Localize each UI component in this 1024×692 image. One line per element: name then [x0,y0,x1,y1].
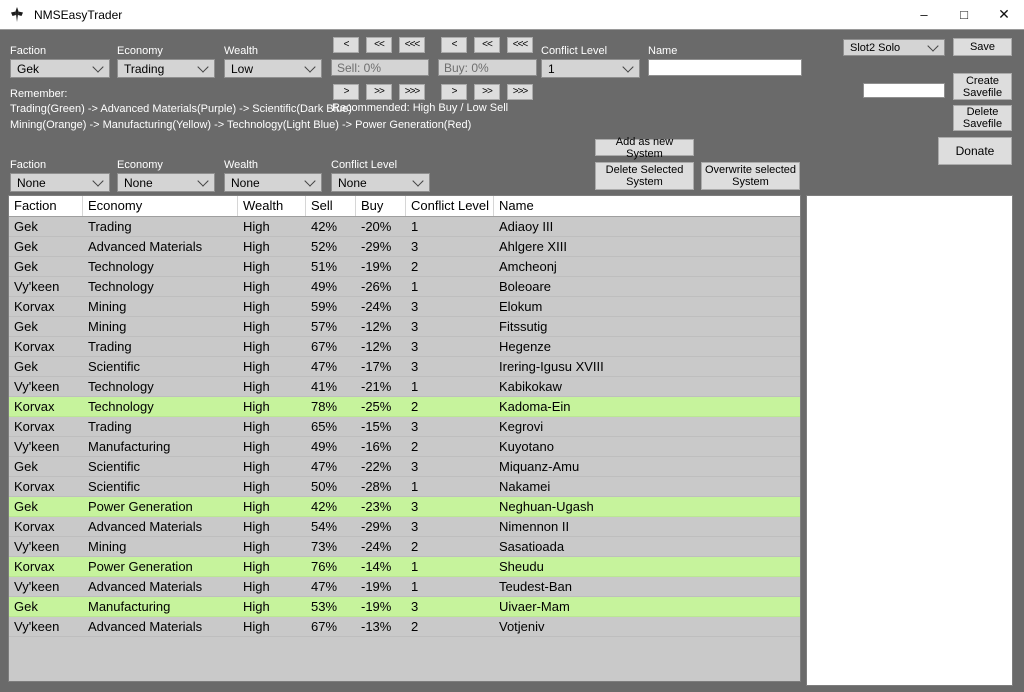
table-row[interactable] [9,497,800,517]
cell-conflict: 1 [411,379,419,394]
cell-buy: -25% [361,399,392,414]
filter2-wealth-value: None [231,175,260,190]
cell-economy: Scientific [88,359,141,374]
cell-economy: Trading [88,219,132,234]
cell-buy: -20% [361,219,392,234]
cell-wealth: High [243,539,270,554]
cell-name: Neghuan-Ugash [499,499,594,514]
cell-conflict: 3 [411,359,419,374]
chevron-down-icon [197,61,208,72]
cell-sell: 49% [311,439,338,454]
faction-dropdown[interactable] [10,59,110,78]
cell-buy: -12% [361,319,392,334]
table-row[interactable] [9,317,800,337]
table-row[interactable] [9,417,800,437]
cell-buy: -17% [361,359,392,374]
cell-sell: 67% [311,619,338,634]
delete-system-button[interactable]: Delete Selected System [595,162,694,190]
cell-name: Adiaoy III [499,219,554,234]
economy-label: Economy [117,45,163,57]
overwrite-system-button[interactable]: Overwrite selected System [701,162,800,190]
new-savefile-input[interactable] [863,83,945,98]
cell-sell: 57% [311,319,338,334]
cell-wealth: High [243,559,270,574]
conflict-label: Conflict Level [541,45,608,57]
cell-name: Kegrovi [499,419,544,434]
table-row[interactable] [9,337,800,357]
buy-back3-button[interactable]: <<< [507,37,533,53]
remember-title: Remember: [10,88,68,100]
economy-dropdown[interactable] [117,59,215,78]
maximize-icon[interactable]: □ [960,7,968,22]
filter2-economy-value: None [124,175,153,190]
cell-sell: 53% [311,599,338,614]
cell-name: Sasatioada [499,539,565,554]
table-row[interactable] [9,577,800,597]
cell-name: Nimennon II [499,519,570,534]
remember-line1: Trading(Green) -> Advanced Materials(Purple) -> Scientific(Dark Blue) [10,103,352,115]
window-title: NMSEasyTrader [34,7,123,22]
cell-faction: Gek [14,459,38,474]
cell-conflict: 1 [411,479,419,494]
cell-faction: Korvax [14,299,55,314]
filter2-faction-label: Faction [10,159,47,171]
chevron-down-icon [304,175,315,186]
cell-faction: Vy'keen [14,579,60,594]
filter2-conflict-dropdown[interactable] [331,173,430,192]
sell-back3-button[interactable]: <<< [399,37,425,53]
create-savefile-button[interactable]: Create Savefile [953,73,1012,100]
col-header-wealth[interactable]: Wealth [238,196,306,216]
cell-sell: 50% [311,479,338,494]
table-row[interactable] [9,477,800,497]
cell-wealth: High [243,319,270,334]
table-row[interactable] [9,277,800,297]
cell-name: Votjeniv [499,619,545,634]
sell-fwd3-button[interactable]: >>> [399,84,425,100]
cell-economy: Power Generation [88,559,193,574]
buy-back2-button[interactable]: << [474,37,500,53]
cell-sell: 65% [311,419,338,434]
cell-name: Kabikokaw [499,379,562,394]
table-row[interactable] [9,537,800,557]
filter2-conflict-value: None [338,175,367,190]
cell-buy: -24% [361,299,392,314]
cell-faction: Gek [14,239,38,254]
chevron-down-icon [92,61,103,72]
cell-economy: Power Generation [88,499,193,514]
col-header-conflict[interactable]: Conflict Level [406,196,494,216]
cell-economy: Advanced Materials [88,579,203,594]
col-header-name[interactable]: Name [499,198,534,213]
cell-buy: -14% [361,559,392,574]
cell-wealth: High [243,299,270,314]
cell-wealth: High [243,579,270,594]
cell-faction: Vy'keen [14,439,60,454]
cell-sell: 47% [311,459,338,474]
cell-conflict: 3 [411,459,419,474]
cell-conflict: 1 [411,579,419,594]
cell-conflict: 2 [411,439,419,454]
sell-fwd-button[interactable]: > [333,84,359,100]
sell-input[interactable] [331,59,429,76]
chevron-down-icon [927,40,938,51]
cell-faction: Vy'keen [14,539,60,554]
cell-sell: 47% [311,359,338,374]
app-icon [11,7,25,23]
sell-back-button[interactable]: < [333,37,359,53]
table-row[interactable] [9,437,800,457]
cell-sell: 73% [311,539,338,554]
table-row[interactable] [9,257,800,277]
cell-buy: -29% [361,239,392,254]
col-header-sell[interactable]: Sell [306,196,356,216]
delete-savefile-button[interactable]: Delete Savefile [953,105,1012,131]
chevron-down-icon [304,61,315,72]
cell-buy: -22% [361,459,392,474]
cell-conflict: 1 [411,279,419,294]
cell-faction: Gek [14,599,38,614]
cell-name: Elokum [499,299,543,314]
table-row[interactable] [9,217,800,237]
add-system-button[interactable]: Add as new System [595,139,694,156]
economy-value: Trading [124,61,165,76]
filter2-faction-value: None [17,175,46,190]
table-row[interactable] [9,377,800,397]
cell-wealth: High [243,419,270,434]
cell-economy: Advanced Materials [88,519,203,534]
buy-fwd3-button[interactable]: >>> [507,84,533,100]
recommended-note: Recommended: High Buy / Low Sell [332,102,509,114]
cell-sell: 49% [311,279,338,294]
cell-faction: Korvax [14,559,55,574]
table-row[interactable] [9,397,800,417]
cell-buy: -13% [361,619,392,634]
cell-buy: -19% [361,259,392,274]
cell-faction: Gek [14,259,38,274]
cell-economy: Mining [88,319,127,334]
cell-sell: 47% [311,579,338,594]
cell-wealth: High [243,479,270,494]
systems-table [8,195,801,682]
cell-buy: -26% [361,279,392,294]
cell-conflict: 3 [411,299,419,314]
cell-sell: 67% [311,339,338,354]
chevron-down-icon [197,175,208,186]
cell-wealth: High [243,459,270,474]
faction-value: Gek [17,61,40,76]
cell-sell: 42% [311,499,338,514]
cell-buy: -28% [361,479,392,494]
cell-economy: Advanced Materials [88,239,203,254]
cell-faction: Vy'keen [14,379,60,394]
cell-faction: Vy'keen [14,279,60,294]
chevron-down-icon [622,61,633,72]
cell-buy: -19% [361,599,392,614]
wealth-dropdown[interactable] [224,59,322,78]
cell-name: Teudest-Ban [499,579,572,594]
faction-label: Faction [10,45,47,57]
cell-wealth: High [243,339,270,354]
remember-line2: Mining(Orange) -> Manufacturing(Yellow) -> Technology(Light Blue) -> Power Generation(Red) [10,119,472,131]
cell-conflict: 1 [411,219,419,234]
table-row[interactable] [9,557,800,577]
table-row[interactable] [9,357,800,377]
cell-name: Kuyotano [499,439,554,454]
cell-wealth: High [243,259,270,274]
cell-buy: -23% [361,499,392,514]
cell-name: Uivaer-Mam [499,599,570,614]
table-row[interactable] [9,237,800,257]
buy-input[interactable] [438,59,537,76]
cell-sell: 78% [311,399,338,414]
cell-wealth: High [243,619,270,634]
window-controls [904,0,1024,29]
close-icon[interactable]: ✕ [998,6,1010,22]
cell-sell: 54% [311,519,338,534]
cell-sell: 59% [311,299,338,314]
cell-name: Nakamei [499,479,551,494]
cell-wealth: High [243,519,270,534]
cell-buy: -15% [361,419,392,434]
buy-fwd2-button[interactable]: >> [474,84,500,100]
chevron-down-icon [412,175,423,186]
cell-economy: Technology [88,379,154,394]
filter2-faction-dropdown[interactable] [10,173,110,192]
cell-wealth: High [243,219,270,234]
cell-faction: Korvax [14,479,55,494]
cell-economy: Technology [88,259,154,274]
table-row[interactable] [9,617,800,637]
cell-conflict: 3 [411,519,419,534]
cell-conflict: 2 [411,399,419,414]
buy-fwd-button[interactable]: > [441,84,467,100]
cell-name: Boleoare [499,279,552,294]
filter2-conflict-label: Conflict Level [331,159,398,171]
sell-back2-button[interactable]: << [366,37,392,53]
cell-faction: Gek [14,219,38,234]
cell-wealth: High [243,239,270,254]
cell-economy: Advanced Materials [88,619,203,634]
cell-wealth: High [243,379,270,394]
buy-back-button[interactable]: < [441,37,467,53]
cell-faction: Korvax [14,339,55,354]
cell-buy: -21% [361,379,392,394]
col-header-faction[interactable]: Faction [9,196,83,216]
detail-panel[interactable] [806,195,1013,686]
table-row[interactable] [9,297,800,317]
table-header [9,196,800,217]
cell-sell: 42% [311,219,338,234]
cell-name: Irering-Igusu XVIII [499,359,604,374]
cell-name: Miquanz-Amu [499,459,580,474]
cell-wealth: High [243,399,270,414]
cell-conflict: 2 [411,259,419,274]
cell-conflict: 3 [411,499,419,514]
cell-conflict: 2 [411,539,419,554]
cell-conflict: 3 [411,239,419,254]
cell-faction: Gek [14,359,38,374]
cell-wealth: High [243,439,270,454]
table-row[interactable] [9,597,800,617]
cell-economy: Technology [88,399,154,414]
col-header-economy[interactable]: Economy [83,196,238,216]
cell-economy: Trading [88,339,132,354]
cell-faction: Korvax [14,399,55,414]
cell-sell: 76% [311,559,338,574]
filter2-wealth-label: Wealth [224,159,259,171]
cell-conflict: 3 [411,339,419,354]
cell-buy: -24% [361,539,392,554]
filter2-economy-label: Economy [117,159,163,171]
cell-sell: 41% [311,379,338,394]
cell-conflict: 3 [411,319,419,334]
cell-conflict: 2 [411,619,419,634]
cell-buy: -16% [361,439,392,454]
chevron-down-icon [92,175,103,186]
sell-fwd2-button[interactable]: >> [366,84,392,100]
name-input[interactable] [648,59,802,76]
cell-wealth: High [243,599,270,614]
cell-wealth: High [243,359,270,374]
wealth-value: Low [231,61,254,76]
cell-buy: -12% [361,339,392,354]
cell-name: Fitssutig [499,319,548,334]
conflict-dropdown[interactable] [541,59,640,78]
minimize-icon[interactable]: – [920,7,928,22]
cell-faction: Gek [14,319,38,334]
cell-conflict: 1 [411,559,419,574]
savefile-slot-dropdown[interactable] [843,39,945,56]
save-button[interactable]: Save [953,38,1012,56]
cell-faction: Korvax [14,419,55,434]
cell-sell: 51% [311,259,338,274]
cell-economy: Manufacturing [88,599,171,614]
savefile-slot-value: Slot2 Solo [850,41,901,54]
cell-sell: 52% [311,239,338,254]
cell-name: Kadoma-Ein [499,399,571,414]
cell-wealth: High [243,279,270,294]
cell-economy: Manufacturing [88,439,171,454]
cell-wealth: High [243,499,270,514]
cell-faction: Gek [14,499,38,514]
donate-button[interactable]: Donate [938,137,1012,165]
cell-economy: Trading [88,419,132,434]
filter2-economy-dropdown[interactable] [117,173,215,192]
cell-name: Sheudu [499,559,544,574]
cell-economy: Scientific [88,479,141,494]
cell-faction: Vy'keen [14,619,60,634]
wealth-label: Wealth [224,45,259,57]
col-header-buy[interactable]: Buy [356,196,406,216]
table-body [9,217,800,637]
cell-economy: Mining [88,299,127,314]
cell-name: Hegenze [499,339,552,354]
cell-economy: Mining [88,539,127,554]
filter2-wealth-dropdown[interactable] [224,173,322,192]
cell-buy: -19% [361,579,392,594]
title-bar [0,0,1024,30]
table-row[interactable] [9,457,800,477]
table-row[interactable] [9,517,800,537]
name-label: Name [648,45,678,57]
cell-faction: Korvax [14,519,55,534]
cell-economy: Scientific [88,459,141,474]
cell-name: Amcheonj [499,259,557,274]
cell-name: Ahlgere XIII [499,239,567,254]
cell-economy: Technology [88,279,154,294]
cell-conflict: 3 [411,599,419,614]
conflict-value: 1 [548,61,555,76]
cell-conflict: 3 [411,419,419,434]
cell-buy: -29% [361,519,392,534]
